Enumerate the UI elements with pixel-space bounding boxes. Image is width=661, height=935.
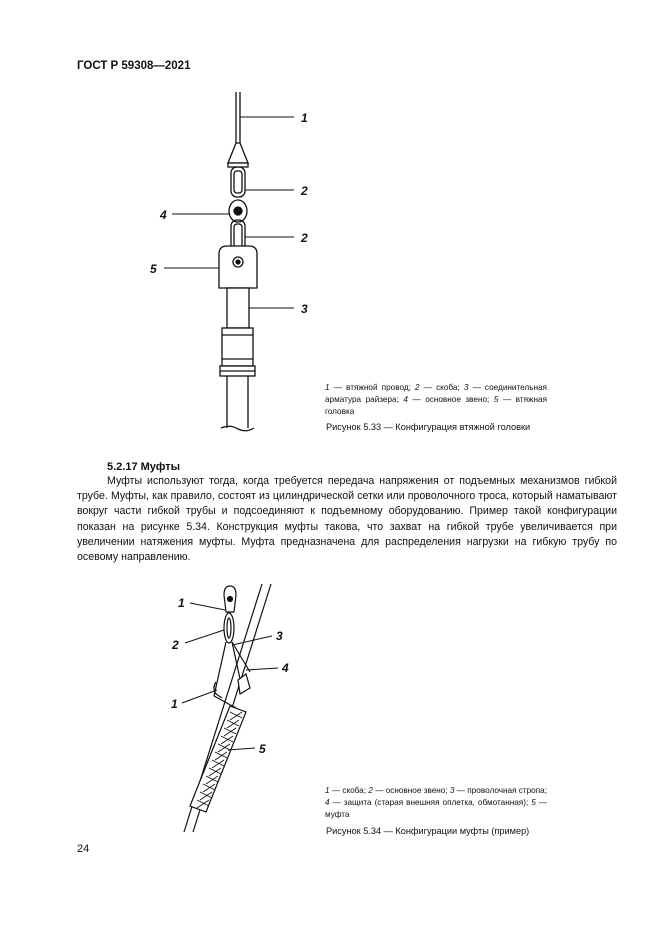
callout-2: 2 — [301, 231, 308, 245]
section-heading: 5.2.17 Муфты — [107, 461, 181, 473]
section-paragraph: Муфты используют тогда, когда требуется передача напряжения от подъемных механизмов гибкой трубе. Муфты, как правило, состоят из цилиндрической сетки или проволочного троса, который наматывают вокруг части гибкой трубы и подсоединяют к подъемному оборудованию. Пример такой конфигурации показан на рисунке 5.34. Конструкция муфты такова, что захват на гибкой трубе увеличивается при увеличении натяжения муфты. Муфта предназначена для распределения нагрузки на гибкую трубу по осевому направлению. — [77, 475, 617, 564]
callout-5: 5 — [259, 742, 266, 756]
figure-5-33-legend: 1 — втяжной провод; 2 — скоба; 3 — соединительная арматура райзера; 4 — основное звено; 5 — втяжная головка — [325, 383, 547, 416]
callout-3: 3 — [276, 629, 283, 643]
figure-5-33-drawing — [140, 85, 340, 435]
callout-2: 2 — [172, 638, 179, 652]
callout-1: 1 — [171, 697, 178, 711]
callout-1: 1 — [301, 111, 308, 125]
figure-5-34-caption: Рисунок 5.34 — Конфигурации муфты (пример) — [326, 826, 530, 836]
document-header: ГОСТ Р 59308—2021 — [77, 60, 191, 72]
page-number: 24 — [77, 843, 90, 855]
figure-5-34-drawing — [160, 580, 300, 840]
callout-2: 2 — [301, 184, 308, 198]
callout-4: 4 — [282, 661, 289, 675]
callout-5: 5 — [150, 262, 157, 276]
callout-1: 1 — [178, 596, 185, 610]
callout-3: 3 — [301, 302, 308, 316]
figure-5-34-legend: 1 — скоба; 2 — основное звено; 3 — проволочная стропа; 4 — защита (старая внешняя оплетка, обмотанная); 5 — муфта — [325, 786, 548, 819]
figure-5-33-caption: Рисунок 5.33 — Конфигурация втяжной головки — [326, 422, 531, 432]
callout-4: 4 — [160, 208, 167, 222]
